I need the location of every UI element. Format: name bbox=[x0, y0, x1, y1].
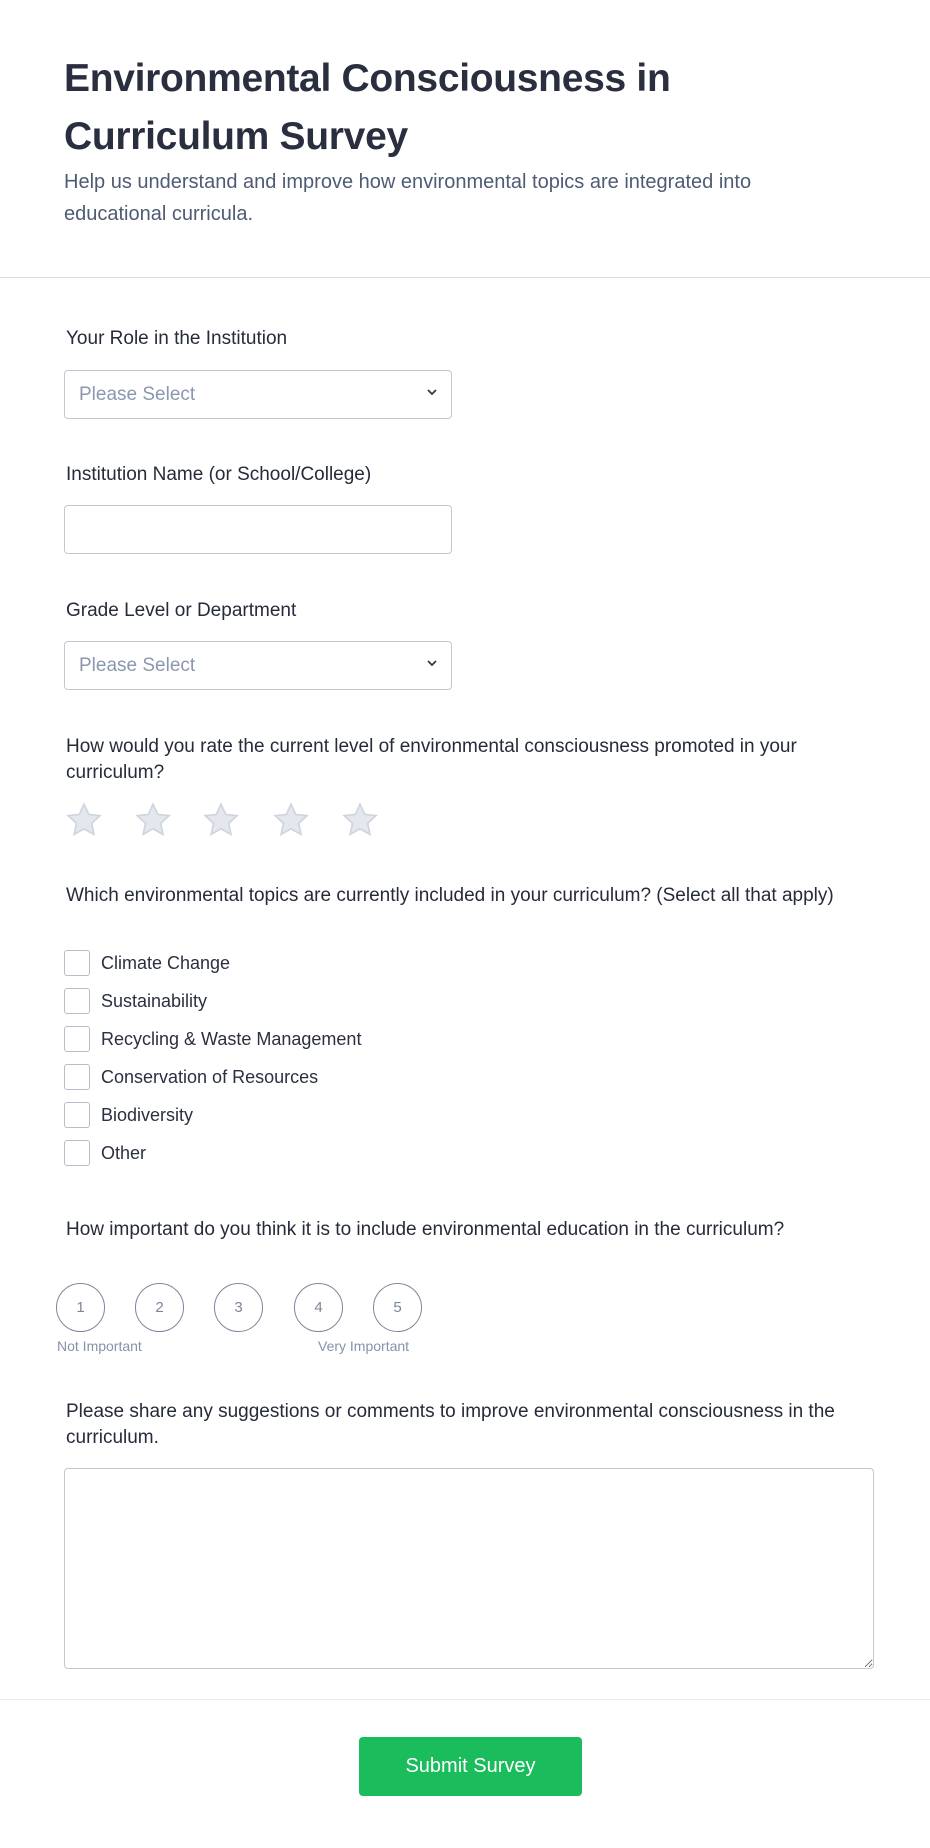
institution-label: Institution Name (or School/College) bbox=[66, 464, 372, 485]
comments-textarea[interactable] bbox=[64, 1468, 874, 1669]
topic-checkbox[interactable] bbox=[64, 1140, 90, 1166]
header-divider bbox=[0, 277, 930, 278]
rating-star-3-icon[interactable] bbox=[201, 800, 241, 840]
topic-option-label[interactable]: Climate Change bbox=[101, 953, 231, 973]
page-title: Environmental Consciousness in Curriculum Survey bbox=[64, 57, 671, 158]
scale-min-label: Not Important bbox=[57, 1338, 142, 1354]
chevron-down-icon bbox=[427, 387, 437, 397]
rating-label: How would you rate the current level of environmental consciousness promoted in your curriculum? bbox=[66, 736, 797, 783]
topic-option-label[interactable]: Conservation of Resources bbox=[101, 1067, 319, 1087]
importance-option-3[interactable]: 3 bbox=[214, 1283, 263, 1332]
importance-option-1[interactable]: 1 bbox=[56, 1283, 105, 1332]
topic-checkbox[interactable] bbox=[64, 950, 90, 976]
role-label: Your Role in the Institution bbox=[66, 328, 288, 349]
topic-checkbox[interactable] bbox=[64, 1026, 90, 1052]
chevron-down-icon bbox=[427, 658, 437, 668]
importance-option-2[interactable]: 2 bbox=[135, 1283, 184, 1332]
rating-star-5-icon[interactable] bbox=[340, 800, 380, 840]
topic-option-label[interactable]: Other bbox=[101, 1143, 147, 1163]
topic-option-label[interactable]: Sustainability bbox=[101, 991, 208, 1011]
role-placeholder: Please Select bbox=[79, 384, 196, 405]
grade-label: Grade Level or Department bbox=[66, 600, 297, 621]
rating-star-2-icon[interactable] bbox=[133, 800, 173, 840]
importance-option-5[interactable]: 5 bbox=[373, 1283, 422, 1332]
topic-checkbox[interactable] bbox=[64, 1064, 90, 1090]
scale-max-label: Very Important bbox=[318, 1338, 410, 1354]
page-subtitle: Help us understand and improve how environmental topics are integrated into educational curricula. bbox=[64, 171, 752, 225]
topic-option-label[interactable]: Recycling & Waste Management bbox=[101, 1029, 362, 1049]
topics-label: Which environmental topics are currently included in your curriculum? (Select all that apply) bbox=[66, 885, 834, 906]
role-select[interactable] bbox=[64, 370, 452, 419]
topic-checkbox[interactable] bbox=[64, 988, 90, 1014]
comments-label: Please share any suggestions or comments to improve environmental consciousness in the curriculum. bbox=[66, 1401, 835, 1448]
importance-label: How important do you think it is to include environmental education in the curriculum? bbox=[66, 1219, 785, 1240]
grade-select[interactable] bbox=[64, 641, 452, 690]
importance-option-4[interactable]: 4 bbox=[294, 1283, 343, 1332]
topic-option-label[interactable]: Biodiversity bbox=[101, 1105, 194, 1125]
rating-star-4-icon[interactable] bbox=[271, 800, 311, 840]
institution-input[interactable] bbox=[64, 505, 452, 554]
topic-checkbox[interactable] bbox=[64, 1102, 90, 1128]
footer-divider bbox=[0, 1699, 930, 1700]
rating-star-1-icon[interactable] bbox=[64, 800, 104, 840]
grade-placeholder: Please Select bbox=[79, 655, 196, 676]
submit-button[interactable]: Submit Survey bbox=[359, 1737, 582, 1796]
